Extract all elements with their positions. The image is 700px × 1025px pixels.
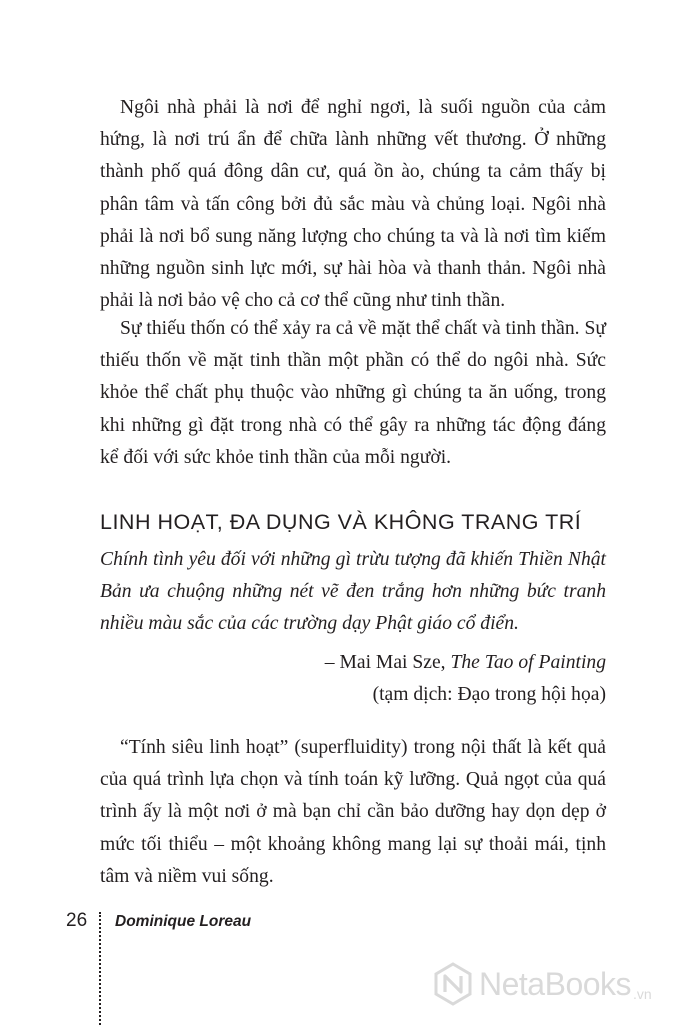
attribution-translation: (tạm dịch: Đạo trong hội họa) (372, 684, 606, 706)
body-paragraph-2 (100, 313, 606, 474)
footer-divider (99, 912, 101, 1025)
paragraph-text: “Tính siêu linh hoạt” (superfluidity) trong nội thất là kết quả của quá trình lựa chọn và tính toán kỹ lưỡng. Quả ngọt của quá trình ấy là một nơi ở mà bạn chỉ cần bảo dưỡng hay dọn dẹp ở mức tối thiểu – một khoảng không mang lại sự thoải mái, tịnh tâm và niềm vui sống. (100, 737, 606, 887)
paragraph-text: Ngôi nhà phải là nơi để nghỉ ngơi, là suối nguồn của cảm hứng, là nơi trú ẩn để chữa lành những vết thương. Ở những thành phố quá đông dân cư, quá ồn ào, chúng ta cảm thấy bị phân tâm và tấn công bởi đủ sắc màu và chủng loại. Ngôi nhà phải là nơi bổ sung năng lượng cho chúng ta và là nơi tìm kiếm những nguồn sinh lực mới, sự hài hòa và thanh thản. Ngôi nhà phải là nơi bảo vệ cho cả cơ thể cũng như tinh thần. (100, 97, 606, 312)
epigraph-attribution (325, 647, 606, 711)
watermark (433, 962, 652, 1006)
epigraph-quote: Chính tình yêu đối với những gì trừu tượng đã khiến Thiền Nhật Bản ưa chuộng những nét vẽ đen trắng hơn những bức tranh nhiều màu sắc của các trường dạy Phật giáo cổ điển. (100, 549, 606, 635)
footer-author: Dominique Loreau (115, 913, 252, 930)
netabooks-logo-icon (433, 962, 473, 1006)
paragraph-text: Sự thiếu thốn có thể xảy ra cả về mặt thể chất và tinh thần. Sự thiếu thốn về mặt tinh thần một phần có thể do ngôi nhà. Sức khỏe thể chất phụ thuộc vào những gì chúng ta ăn uống, trong khi những gì đặt trong nhà có thể gây ra những tác động đáng kể đối với sức khỏe tinh thần của mỗi người. (100, 318, 606, 468)
page-number: 26 (66, 910, 88, 931)
attribution-author: – Mai Mai Sze, (324, 652, 451, 673)
watermark-suffix: .vn (633, 986, 652, 1002)
body-paragraph-1 (100, 92, 606, 317)
attribution-book-title: The Tao of Painting (450, 652, 606, 673)
body-paragraph-3 (100, 732, 606, 893)
attribution-line (325, 647, 606, 679)
section-heading: LINH HOẠT, ĐA DỤNG VÀ KHÔNG TRANG TRÍ (100, 510, 582, 534)
watermark-text: NetaBooks (479, 965, 632, 1002)
